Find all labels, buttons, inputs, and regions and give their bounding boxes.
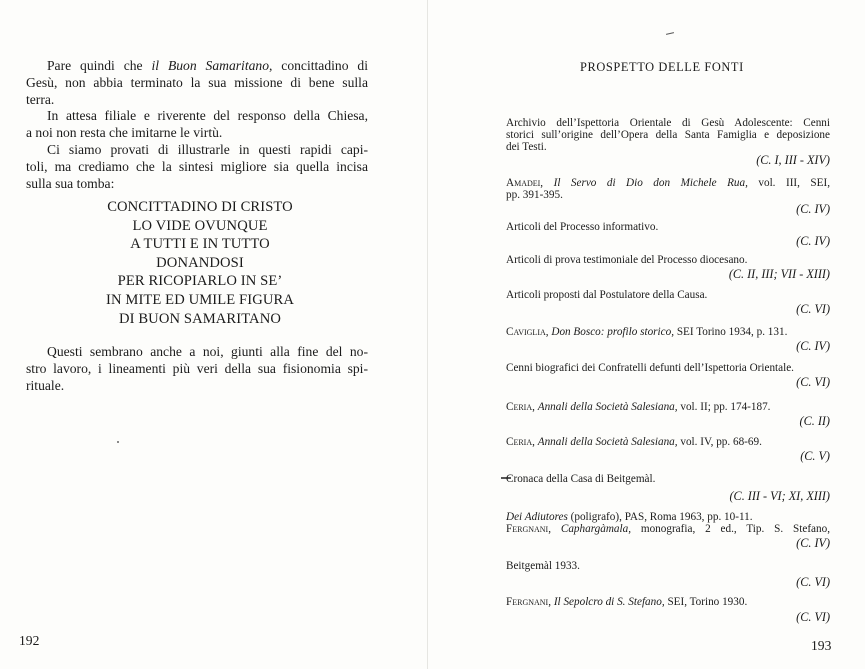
right-page (428, 0, 865, 669)
epitaph-line: A TUTTI E IN TUTTO (130, 236, 270, 253)
paragraph-3 (26, 141, 368, 192)
author-name: Fergnani, (506, 596, 552, 608)
source-entry (506, 178, 830, 217)
entry-text: Ceria, Annali della Società Salesiana, vol. IV, pp. 68-69. (506, 436, 762, 448)
entry-text: Caviglia, Don Bosco: profilo storico, SEI Torino 1934, p. 131. (506, 326, 788, 338)
author-name: Ceria, (506, 436, 535, 448)
chapter-reference: (C. IV) (796, 201, 830, 216)
paragraph-4 (26, 343, 368, 394)
source-entry (506, 561, 830, 590)
left-page (0, 0, 427, 669)
paragraph-3-line-1: Ci siamo provati di illustrarle in questi rapidi capi- (47, 142, 368, 157)
epitaph-line: IN MITE ED UMILE FIGURA (106, 291, 294, 308)
chapter-reference: (C. VI) (796, 574, 830, 589)
entry-text: Fergnani, Il Sepolcro di S. Stefano, SEI, Torino 1930. (506, 596, 748, 608)
author-name: Ceria, (506, 401, 535, 413)
work-title: Caphargàmala, (560, 522, 632, 535)
paragraph-1-line-1: Pare quindi che il Buon Samaritano, concittadino di (47, 58, 368, 73)
author-name: Caviglia, (506, 326, 549, 338)
source-entry (506, 474, 830, 504)
page-title: PROSPETTO DELLE FONTI (580, 60, 744, 74)
chapter-reference: (C. VI) (796, 609, 830, 624)
chapter-reference: (C. IV) (796, 535, 830, 550)
source-entry (506, 327, 830, 354)
paragraph-1-line-3: terra. (26, 92, 55, 107)
paragraph-4-line-2: stro lavoro, i lineamenti più veri della sua fisionomia spi- (26, 361, 368, 376)
epitaph-line: PER RICOPIARLO IN SE’ (117, 273, 283, 290)
author-name: Amadei, (506, 177, 544, 189)
page-number-left: 192 (19, 633, 40, 648)
paragraph-2 (26, 107, 368, 141)
chapter-reference: (C. IV) (796, 233, 830, 248)
source-entry (506, 437, 830, 464)
source-entry (506, 363, 830, 390)
page-number-right: 193 (811, 638, 832, 653)
tomb-epitaph (70, 198, 330, 328)
print-speck (117, 441, 119, 443)
chapter-reference: (C. VI) (796, 301, 830, 316)
work-title: Il Sepolcro di S. Stefano, (553, 596, 665, 608)
entry-text: storici sull’origine dell’Opera della Santa Famiglia e deposizione (506, 128, 830, 141)
source-entry (506, 255, 830, 282)
chapter-reference: (C. III - VI; XI, XIII) (729, 488, 830, 503)
buon-samaritano-italic: il Buon Samaritano (151, 58, 269, 73)
entry-text: Fergnani, Caphargàmala, monografia, 2 ed., Tip. S. Stefano, (506, 522, 830, 535)
author-name: Fergnani, (506, 522, 552, 535)
work-title: Il Servo di Dio don Michele Rua, (553, 177, 748, 189)
chapter-reference: (C. VI) (796, 374, 830, 389)
paragraph-3-line-3: sulla sua tomba: (26, 176, 115, 191)
entry-text: Dei Adiutores (poligrafo), PAS, Roma 1963, pp. 10-11. (506, 511, 753, 523)
epitaph-line: DONANDOSI (156, 254, 244, 271)
epitaph-line: CONCITTADINO DI CRISTO (107, 199, 293, 215)
chapter-reference: (C. I, III - XIV) (756, 153, 830, 168)
chapter-reference: (C. V) (800, 448, 830, 463)
entry-text: pp. 391-395. (506, 188, 563, 201)
chapter-reference: (C. IV) (796, 338, 830, 353)
epitaph-line: DI BUON SAMARITANO (119, 310, 281, 327)
entry-text: Articoli proposti dal Postulatore della Causa. (506, 289, 708, 301)
paragraph-1 (26, 57, 368, 108)
entry-text: Amadei, Il Servo di Dio don Michele Rua, vol. III, SEI, (506, 177, 830, 189)
work-title: Dei Adiutores (506, 511, 568, 523)
work-title: Don Bosco: profilo storico, (551, 326, 675, 338)
entry-text: Cenni biografici dei Confratelli defunti dell’Ispettoria Orientale. (506, 362, 794, 374)
entry-text: Beitgemàl 1933. (506, 560, 580, 572)
chapter-reference: (C. II) (799, 413, 830, 428)
source-entry (506, 402, 830, 429)
paragraph-2-line-2: a noi non resta che imitarne le virtù. (26, 125, 223, 140)
work-title: Annali della Società Salesiana, (537, 436, 678, 448)
entry-text: Articoli del Processo informativo. (506, 221, 659, 233)
print-speck (666, 32, 674, 35)
entry-text: dei Testi. (506, 140, 547, 153)
source-entry (506, 118, 830, 168)
source-entry (506, 290, 830, 317)
entry-text: Ceria, Annali della Società Salesiana, vol. II; pp. 174-187. (506, 401, 771, 413)
paragraph-4-line-3: rituale. (26, 378, 65, 393)
chapter-reference: (C. II, III; VII - XIII) (728, 266, 830, 281)
source-entry (506, 512, 830, 551)
paragraph-2-line-1: In attesa filiale e riverente del responso della Chiesa, (47, 108, 368, 123)
paragraph-3-line-2: toli, ma crediamo che la sintesi migliore sia quella incisa (26, 159, 368, 174)
epitaph-line: LO VIDE OVUNQUE (132, 217, 268, 234)
work-title: Annali della Società Salesiana, (537, 401, 678, 413)
entry-text: Cronaca della Casa di Beitgemàl. (506, 473, 656, 485)
paragraph-4-line-1: Questi sembrano anche a noi, giunti alla fine del no- (47, 344, 368, 359)
source-entry (506, 222, 830, 249)
paragraph-1-line-2: Gesù, non abbia terminato la sua missione di bene sulla (26, 75, 368, 90)
entry-text: Archivio dell’Ispettoria Orientale di Gesù Adolescente: Cenni (506, 117, 830, 129)
entry-text: Articoli di prova testimoniale del Processo diocesano. (506, 254, 748, 266)
source-entry (506, 597, 830, 625)
